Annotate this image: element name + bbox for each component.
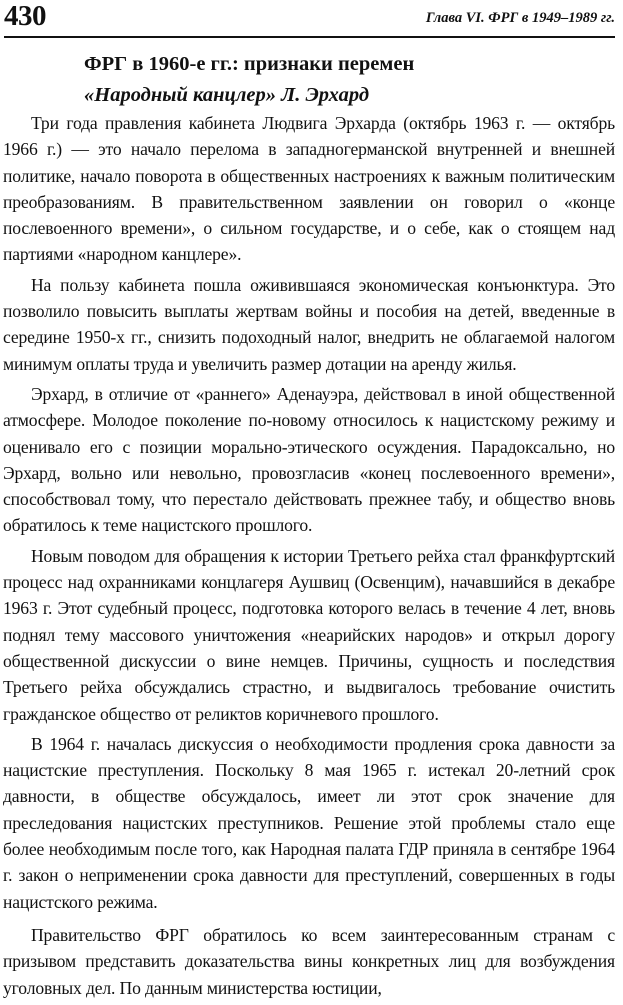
paragraph-6: Правительство ФРГ обратилось ко всем заинтересованным странам с призывом представить доказательства вины конкретных лиц для возбуждения уголовных дел. По данным министерства юстиции,	[3, 924, 615, 998]
running-head: Глава VI. ФРГ в 1949–1989 гг.	[425, 10, 615, 26]
section-title: ФРГ в 1960-е гг.: признаки перемен	[84, 53, 415, 75]
page-number: 430	[4, 0, 46, 32]
paragraph-1: Три года правления кабинета Людвига Эрхарда (октябрь 1963 г. — октябрь 1966 г.) — это начало перелома в западногерманской внутренней и внешней политике, начало поворота в общественных настроениях к важным политическим преобразованиям. В правительственном заявлении он говорил о «конце послевоенного времени», о сильном государстве, и о себе, как о стоящем над партиями «народном канцлере».	[3, 113, 615, 265]
section-heading-block	[84, 49, 604, 111]
subsection-title: «Народный канцлер» Л. Эрхард	[84, 84, 370, 106]
page-header	[4, 0, 615, 38]
paragraph-5: В 1964 г. началась дискуссия о необходимости продления срока давности за нацистские преступления. Поскольку 8 мая 1965 г. истекал 20-летний срок давности, в обществе обсуждалось, имеет ли этот срок значение для преследования нацистских преступников. Решение этой проблемы стало еще более необходимым после того, как Народная палата ГДР приняла в сентябре 1964 г. закон о неприменении срока давности для преступлений, совершенных в годы нацистского режима.	[3, 733, 615, 912]
paragraph-4: Новым поводом для обращения к истории Третьего рейха стал франкфуртский процесс над охранниками концлагеря Аушвиц (Освенцим), начавшийся в декабре 1963 г. Этот судебный процесс, подготовка которого велась в течение 4 лет, вновь поднял тему массового уничтожения «неарийских народов» и открыл дорогу общественной дискуссии о вине немцев. Причины, сущность и последствия Третьего рейха обсуждались страстно, и выдвигалось требование очистить гражданское общество от реликтов коричневого прошлого.	[3, 545, 615, 724]
paragraph-3: Эрхард, в отличие от «раннего» Аденауэра, действовал в иной общественной атмосфере. Молодое поколение по-новому относилось к нацистскому режиму и оценивало его с позиции морально-этического осуждения. Парадоксально, но Эрхард, вольно или невольно, провозгласив «конец послевоенного времени», способствовал тому, что перестало действовать прежнее табу, и общество вновь обратилось к теме нацистского прошлого.	[3, 383, 615, 536]
body-text	[3, 110, 615, 1005]
paragraph-2: На пользу кабинета пошла оживившаяся экономическая конъюнктура. Это позволило повысить выплаты жертвам войны и пособия на детей, введенные в середине 1950-х гг., снизить подоходный налог, внедрить не облагаемой налогом минимум оплаты труда и увеличить размер дотации на аренду жилья.	[3, 274, 615, 374]
